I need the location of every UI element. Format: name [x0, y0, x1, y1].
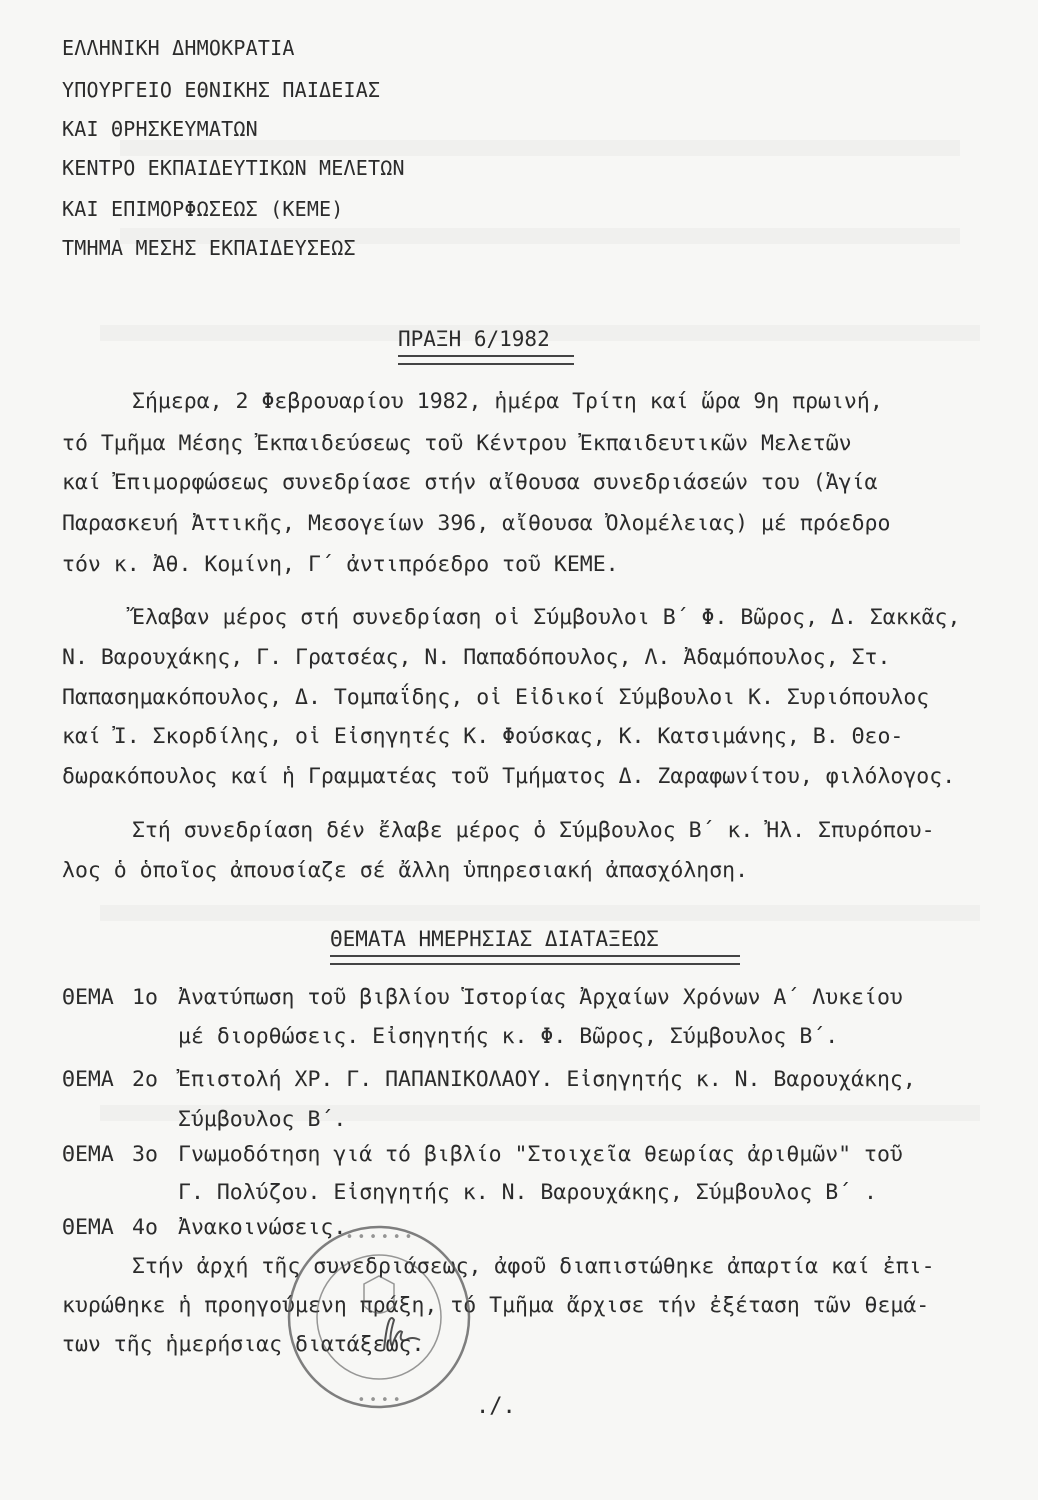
signature-icon — [384, 1318, 420, 1350]
paragraph-line: Σήμερα, 2 Φεβρουαρίου 1982, ἡμέρα Τρίτη καί ὥρα 9η πρωινή, — [132, 389, 883, 414]
paragraph-line: Στή συνεδρίαση δέν ἔλαβε μέρος ὁ Σύμβουλος Β΄ κ. Ἠλ. Σπυρόπου- — [132, 818, 935, 843]
agenda-label: ΘΕΜΑ — [62, 1067, 114, 1092]
paragraph-line: καί Ἰ. Σκορδίλης, οἱ Εἰσηγητές Κ. Φούσκας, Κ. Κατσιμάνης, Β. Θεο- — [62, 724, 904, 749]
agenda-label: ΘΕΜΑ — [62, 1215, 114, 1240]
paragraph-line: λος ὁ ὁποῖος ἀπουσίαζε σέ ἄλλη ὑπηρεσιακή ἀπασχόληση. — [62, 858, 749, 883]
agenda-number: 4ο — [132, 1215, 158, 1240]
agenda-heading-underline — [330, 955, 740, 965]
paragraph-line: Παρασκευή Ἀττικῆς, Μεσογείων 396, αἴθουσα Ὀλομέλειας) μέ πρόεδρο — [62, 511, 891, 536]
agenda-text: Ἀνατύπωση τοῦ βιβλίου Ἱστορίας Ἀρχαίων Χρόνων Α΄ Λυκείου — [178, 985, 903, 1010]
agenda-number: 2ο — [132, 1067, 158, 1092]
paragraph-line: κυρώθηκε ἡ προηγούμενη πράξη, τό Τμῆμα ἄρχισε τήν ἐξέταση τῶν θεμά- — [62, 1293, 930, 1318]
header-line: ΚΕΝΤΡΟ ΕΚΠΑΙΔΕΥΤΙΚΩΝ ΜΕΛΕΤΩΝ — [62, 156, 405, 180]
agenda-heading: ΘΕΜΑΤΑ ΗΜΕΡΗΣΙΑΣ ΔΙΑΤΑΞΕΩΣ — [330, 927, 659, 951]
svg-text:• • • • • •: • • • • • • — [345, 1230, 413, 1245]
agenda-text: Γνωμοδότηση γιά τό βιβλίο "Στοιχεῖα θεωρίας ἀριθμῶν" τοῦ — [178, 1142, 903, 1167]
paragraph-line: τόν κ. Ἀθ. Κομίνη, Γ΄ ἀντιπρόεδρο τοῦ ΚΕΜΕ. — [62, 552, 619, 577]
agenda-number: 1ο — [132, 985, 158, 1010]
agenda-text-cont: Σύμβουλος Β΄. — [178, 1107, 347, 1132]
paragraph-line: Ἔλαβαν μέρος στή συνεδρίαση οἱ Σύμβουλοι Β΄ Φ. Βῶρος, Δ. Σακκᾶς, — [132, 605, 961, 630]
paragraph-line: Παπασημακόπουλος, Δ. Τομπαΐδης, οἱ Εἰδικοί Σύμβουλοι Κ. Συριόπουλος — [62, 685, 930, 710]
header-line: ΤΜΗΜΑ ΜΕΣΗΣ ΕΚΠΑΙΔΕΥΣΕΩΣ — [62, 236, 356, 260]
paragraph-line: τό Τμῆμα Μέσης Ἐκπαιδεύσεως τοῦ Κέντρου Ἐκπαιδευτικῶν Μελετῶν — [62, 431, 852, 456]
agenda-label: ΘΕΜΑ — [62, 985, 114, 1010]
header-line: ΚΑΙ ΕΠΙΜΟΡΦΩΣΕΩΣ (ΚΕΜΕ) — [62, 197, 344, 221]
paragraph-line: Ν. Βαρουχάκης, Γ. Γρατσέας, Ν. Παπαδόπουλος, Λ. Ἀδαμόπουλος, Στ. — [62, 645, 891, 670]
agenda-text-cont: Γ. Πολύζου. Εἰσηγητής κ. Ν. Βαρουχάκης, Σύμβουλος Β΄ . — [178, 1180, 877, 1205]
continued-mark: ./. — [476, 1394, 516, 1419]
paragraph-line: Στήν ἀρχή τῆς συνεδριάσεως, ἀφοῦ διαπιστώθηκε ἀπαρτία καί ἐπι- — [132, 1254, 935, 1279]
official-stamp — [284, 1222, 474, 1412]
header-line: ΥΠΟΥΡΓΕΙΟ ΕΘΝΙΚΗΣ ΠΑΙΔΕΙΑΣ — [62, 78, 381, 102]
svg-text:• • • •: • • • • — [357, 1393, 401, 1408]
title-underline — [398, 355, 574, 365]
document-title: ΠΡΑΞΗ 6/1982 — [398, 327, 550, 351]
agenda-label: ΘΕΜΑ — [62, 1142, 114, 1167]
header-line: ΚΑΙ ΘΡΗΣΚΕΥΜΑΤΩΝ — [62, 117, 258, 141]
paragraph-line: δωρακόπουλος καί ἡ Γραμματέας τοῦ Τμήματος Δ. Ζαραφωνίτου, φιλόλογος. — [62, 764, 956, 789]
agenda-text: Ἐπιστολή ΧΡ. Γ. ΠΑΠΑΝΙΚΟΛΑΟΥ. Εἰσηγητής κ. Ν. Βαρουχάκης, — [178, 1067, 916, 1092]
coat-of-arms-icon — [364, 1276, 394, 1313]
agenda-text: Ἀνακοινώσεις. — [178, 1215, 347, 1240]
agenda-text-cont: μέ διορθώσεις. Εἰσηγητής κ. Φ. Βῶρος, Σύμβουλος Β΄. — [178, 1024, 839, 1049]
paragraph-line: καί Ἐπιμορφώσεως συνεδρίασε στήν αἴθουσα συνεδριάσεών του (Ἁγία — [62, 470, 878, 495]
header-line: ΕΛΛΗΝΙΚΗ ΔΗΜΟΚΡΑΤΙΑ — [62, 36, 295, 60]
agenda-number: 3ο — [132, 1142, 158, 1167]
paragraph-line: των τῆς ἡμερήσιας διατάξεως. — [62, 1332, 425, 1357]
